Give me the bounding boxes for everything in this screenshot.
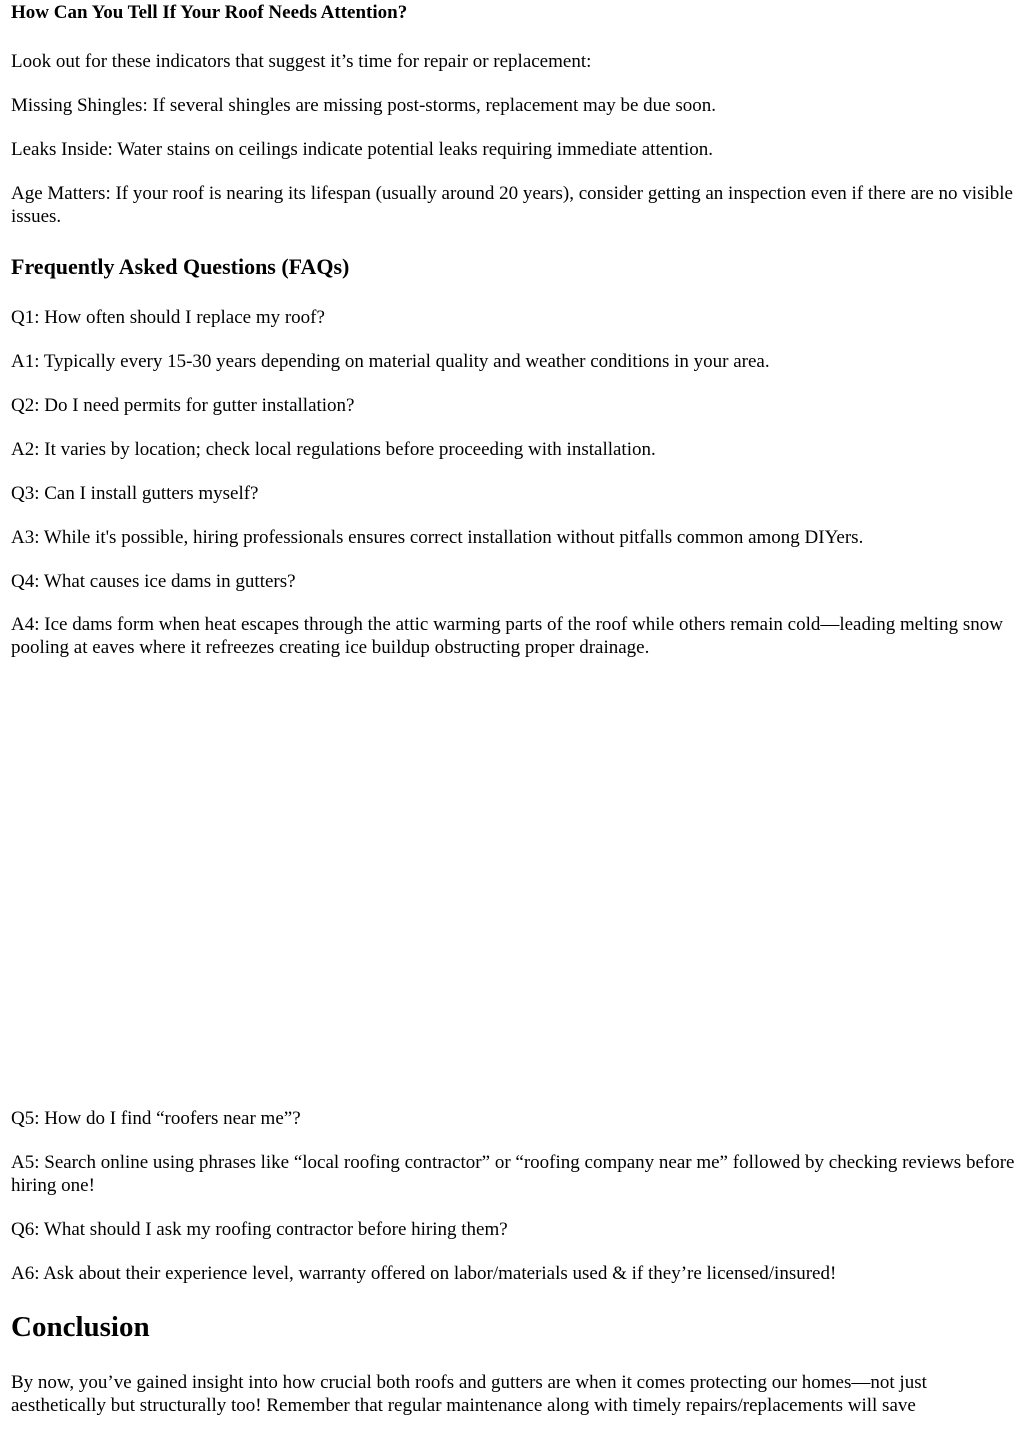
roof-attention-heading: How Can You Tell If Your Roof Needs Attention? <box>11 2 408 23</box>
faq-question-1: Q1: How often should I replace my roof? <box>11 307 325 328</box>
conclusion-paragraph: By now, you’ve gained insight into how crucial both roofs and gutters are when it comes protecting our homes—not just aesthetically but structurally too! Remember that regular maintenance along with timely repairs/replacements will save <box>11 1372 927 1416</box>
roof-intro-paragraph: Look out for these indicators that suggest it’s time for repair or replacement: <box>11 51 592 72</box>
faq-question-2: Q2: Do I need permits for gutter installation? <box>11 395 355 416</box>
indicator-age-matters: Age Matters: If your roof is nearing its lifespan (usually around 20 years), consider getting an inspection even if there are no visible issues. <box>11 183 1013 227</box>
faq-question-6: Q6: What should I ask my roofing contractor before hiring them? <box>11 1219 508 1240</box>
faq-heading: Frequently Asked Questions (FAQs) <box>11 254 350 279</box>
faq-question-3: Q3: Can I install gutters myself? <box>11 483 259 504</box>
faq-answer-1: A1: Typically every 15-30 years depending on material quality and weather conditions in your area. <box>11 351 770 372</box>
indicator-missing-shingles: Missing Shingles: If several shingles are missing post-storms, replacement may be due soon. <box>11 95 716 116</box>
faq-question-5: Q5: How do I find “roofers near me”? <box>11 1108 301 1129</box>
faq-answer-6: A6: Ask about their experience level, warranty offered on labor/materials used & if they’re licensed/insured! <box>11 1263 837 1284</box>
indicator-leaks-inside: Leaks Inside: Water stains on ceilings indicate potential leaks requiring immediate attention. <box>11 139 713 160</box>
faq-answer-3: A3: While it's possible, hiring professionals ensures correct installation without pitfalls common among DIYers. <box>11 527 864 548</box>
faq-answer-2: A2: It varies by location; check local regulations before proceeding with installation. <box>11 439 656 460</box>
conclusion-heading: Conclusion <box>11 1311 150 1343</box>
faq-answer-4: A4: Ice dams form when heat escapes through the attic warming parts of the roof while others remain cold—leading melting snow pooling at eaves where it refreezes creating ice buildup obstructing proper drainage. <box>11 614 1003 658</box>
faq-answer-5: A5: Search online using phrases like “local roofing contractor” or “roofing company near me” followed by checking reviews before hiring one! <box>11 1152 1015 1196</box>
faq-question-4: Q4: What causes ice dams in gutters? <box>11 571 296 592</box>
blank-ad-space <box>11 670 1019 1100</box>
